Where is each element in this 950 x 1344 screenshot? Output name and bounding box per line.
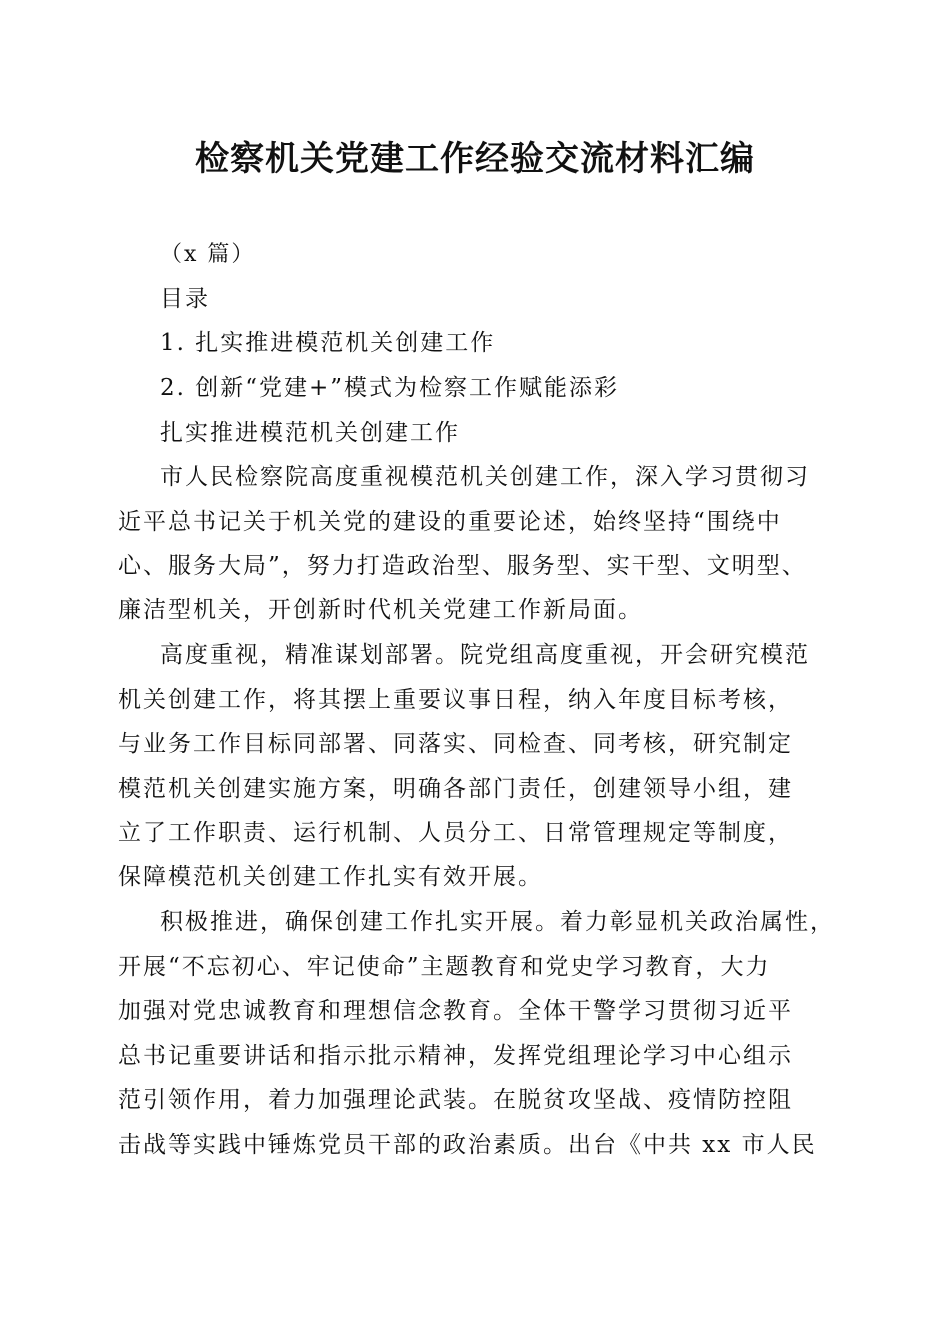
paragraph-1-line-1: 市人民检察院高度重视模范机关创建工作，深入学习贯彻习	[160, 464, 810, 490]
paragraph-2-line-5: 立了工作职责、运行机制、人员分工、日常管理规定等制度，	[118, 820, 793, 846]
toc-item-2[interactable]: 2. 创新“党建+”模式为检察工作赋能添彩	[160, 375, 620, 401]
section-title: 扎实推进模范机关创建工作	[160, 420, 460, 446]
paragraph-3-line-4: 总书记重要讲话和指示批示精神，发挥党组理论学习中心组示	[118, 1043, 793, 1069]
toc-item-1[interactable]: 1. 扎实推进模范机关创建工作	[160, 330, 496, 356]
paragraph-3-line-1: 积极推进，确保创建工作扎实开展。着力彰显机关政治属性，	[160, 909, 835, 935]
paragraph-3-line-2: 开展“不忘初心、牢记使命”主题教育和党史学习教育，大力	[118, 954, 771, 980]
paragraph-3-line-6: 击战等实践中锤炼党员干部的政治素质。出台《中共 xx 市人民	[118, 1132, 817, 1158]
paragraph-2-line-4: 模范机关创建实施方案，明确各部门责任，创建领导小组，建	[118, 776, 793, 802]
paragraph-3-line-3: 加强对党忠诚教育和理想信念教育。全体干警学习贯彻习近平	[118, 998, 793, 1024]
paragraph-3-line-5: 范引领作用，着力加强理论武装。在脱贫攻坚战、疫情防控阻	[118, 1087, 793, 1113]
paragraph-2-line-3: 与业务工作目标同部署、同落实、同检查、同考核，研究制定	[118, 731, 793, 757]
toc-heading: 目录	[160, 286, 210, 312]
paragraph-2-line-2: 机关创建工作，将其摆上重要议事日程，纳入年度目标考核，	[118, 687, 793, 713]
paragraph-2-line-6: 保障模范机关创建工作扎实有效开展。	[118, 864, 543, 890]
paragraph-1-line-2: 近平总书记关于机关党的建设的重要论述，始终坚持“围绕中	[118, 509, 782, 535]
document-title: 检察机关党建工作经验交流材料汇编	[195, 139, 755, 179]
count-note: （x 篇）	[160, 242, 256, 267]
paragraph-2-line-1: 高度重视，精准谋划部署。院党组高度重视，开会研究模范	[160, 642, 810, 668]
paragraph-1-line-4: 廉洁型机关，开创新时代机关党建工作新局面。	[118, 597, 643, 623]
paragraph-1-line-3: 心、服务大局”，努力打造政治型、服务型、实干型、文明型、	[118, 553, 807, 579]
